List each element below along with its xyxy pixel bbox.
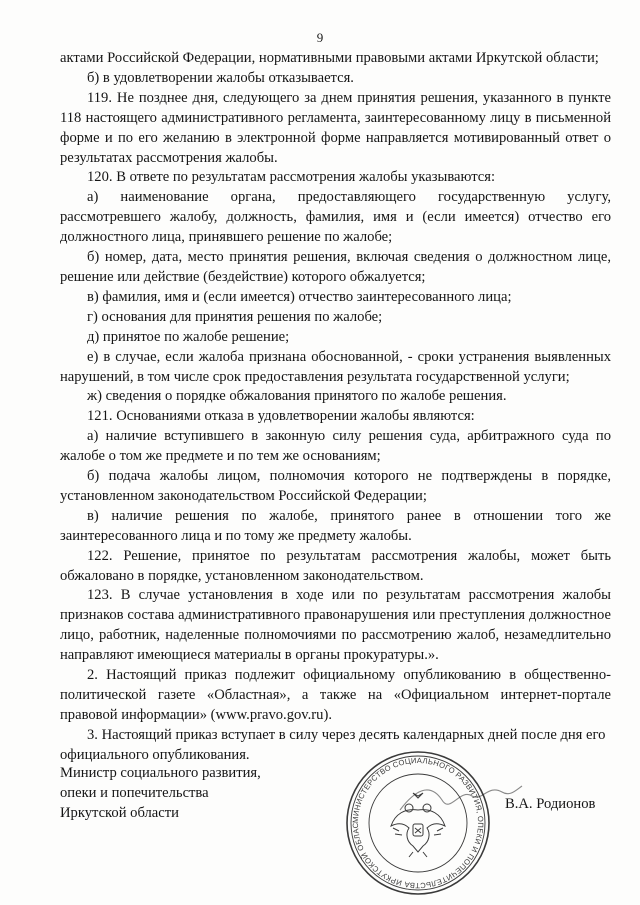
list-item-v: в) наличие решения по жалобе, принятого ранее в отношении того же заинтересованного лица и по тому же предмету жалобы. (60, 507, 611, 544)
list-item-g: г) основания для принятия решения по жалобе; (87, 308, 383, 325)
paragraph-121: 121. Основаниями отказа в удовлетворении жалобы являются: (87, 408, 475, 425)
list-item-d: д) принятое по жалобе решение; (87, 328, 290, 345)
signatory-title-line: Иркутской области (60, 805, 179, 821)
list-item-a: а) наличие вступившего в законную силу решения суда, арбитражного суда по жалобе о том же предмете и по тем же основаниям; (60, 428, 611, 465)
page-number: 9 (316, 30, 324, 45)
paragraph-123: 123. В случае установления в ходе или по результатам рассмотрения жалобы признаков состава административного правонарушения или преступления должностное лицо, работник, наделенные полномочиями по рассмотрению жалоб, незамедлительно направляют имеющиеся материалы в органы прокуратуры.». (60, 587, 611, 664)
paragraph-119: 119. Не позднее дня, следующего за днем принятия решения, указанного в пункте 118 настоящего административного регламента, заинтересованному лицу в письменной форме и по его желанию в электронной форме направляется мотивированный ответ о результатах рассмотрения жалобы. (60, 89, 611, 166)
paragraph-120: 120. В ответе по результатам рассмотрения жалобы указываются: (87, 169, 496, 186)
list-item-e: е) в случае, если жалоба признана обоснованной, - сроки устранения выявленных нарушений, в том числе срок предоставления результата государственной услуги; (60, 348, 611, 385)
paragraph-clause-2: 2. Настоящий приказ подлежит официальному опубликованию в общественно-политической газете «Областная», а также на «Официальном интернет-портале правовой информации» (www.pravo.gov.ru). (60, 667, 611, 723)
list-item-v: в) фамилия, имя и (если имеется) отчество заинтересованного лица; (87, 288, 512, 305)
list-item-a: а) наименование органа, предоставляющего государственную услугу, рассмотревшего жалобу, должность, фамилия, имя и (если имеется) отчество его должностного лица, принявшего решение по жалобе; (60, 189, 611, 246)
document-body (60, 49, 611, 766)
signatory-title-line: опеки и попечительства (60, 785, 209, 801)
seal-text: МИНИСТЕРСТВО СОЦИАЛЬНОГО РАЗВИТИЯ, ОПЕКИ И ПОПЕЧИТЕЛЬСТВА ИРКУТСКОЙ ОБЛАС (350, 755, 486, 891)
paragraph-clause-3: 3. Настоящий приказ вступает в силу через десять календарных дней после дня его официального опубликования. (60, 726, 606, 763)
list-item-b: б) подача жалобы лицом, полномочия которого не подтверждены в порядке, установленном законодательством Российской Федерации; (60, 468, 611, 504)
signatory-title-line: Министр социального развития, (60, 765, 261, 781)
signatory-name: В.А. Родионов (505, 796, 596, 812)
list-item-zh: ж) сведения о порядке обжалования принятого по жалобе решения. (87, 388, 507, 405)
paragraph: б) в удовлетворении жалобы отказывается. (87, 69, 354, 86)
paragraph-122: 122. Решение, принятое по результатам рассмотрения жалобы, может быть обжаловано в порядке, установленном законодательством. (60, 547, 611, 584)
paragraph-continuation: актами Российской Федерации, нормативными правовыми актами Иркутской области; (60, 50, 599, 66)
list-item-b: б) номер, дата, место принятия решения, включая сведения о должностном лице, решение или действие (бездействие) которого обжалуется; (60, 249, 611, 285)
signatory-title (60, 763, 320, 823)
